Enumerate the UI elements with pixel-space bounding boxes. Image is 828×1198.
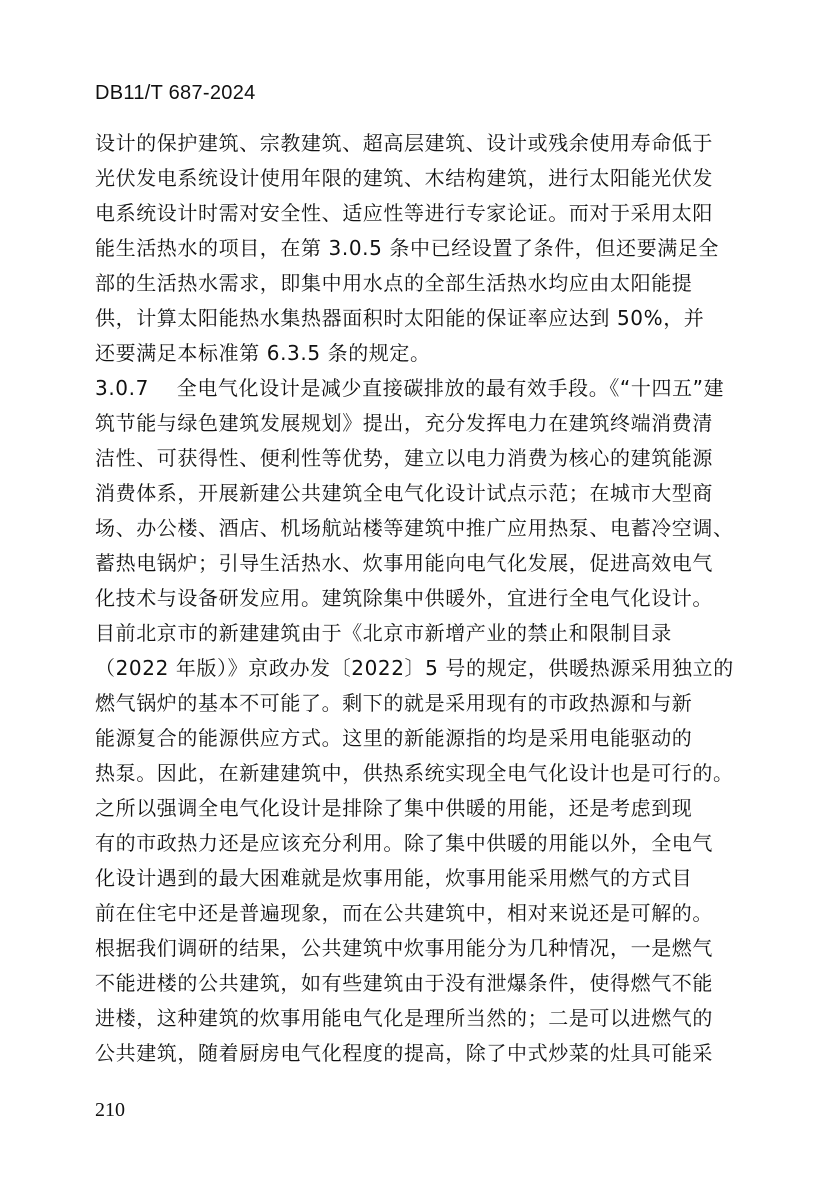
text-line: 光伏发电系统设计使用年限的建筑、木结构建筑，进行太阳能光伏发 — [95, 166, 713, 190]
text-line: 热泵。因此，在新建建筑中，供热系统实现全电气化设计也是可行的。 — [95, 761, 734, 785]
text-line: （2022 年版）》京政办发〔2022〕5 号的规定，供暖热源采用独立的 — [95, 656, 734, 680]
text-line: 进楼，这种建筑的炊事用能电气化是理所当然的；二是可以进燃气的 — [95, 1006, 713, 1030]
text-line: 洁性、可获得性、便利性等优势，建立以电力消费为核心的建筑能源 — [95, 446, 713, 470]
text-line: 燃气锅炉的基本不可能了。剩下的就是采用现有的市政热源和与新 — [95, 691, 693, 715]
text-line: 场、办公楼、酒店、机场航站楼等建筑中推广应用热泵、电蓄冷空调、 — [95, 516, 734, 540]
text-line: 电系统设计时需对安全性、适应性等进行专家论证。而对于采用太阳 — [95, 201, 713, 225]
text-line: 设计的保护建筑、宗教建筑、超高层建筑、设计或残余使用寿命低于 — [95, 131, 713, 155]
text-line: 化技术与设备研发应用。建筑除集中供暖外，宜进行全电气化设计。 — [95, 586, 713, 610]
text-line: 目前北京市的新建建筑由于《北京市新增产业的禁止和限制目录 — [95, 621, 672, 645]
text-line: 还要满足本标准第 6.3.5 条的规定。 — [95, 341, 431, 365]
text-line: 能生活热水的项目，在第 3.0.5 条中已经设置了条件，但还要满足全 — [95, 236, 720, 260]
text-line: 公共建筑，随着厨房电气化程度的提高，除了中式炒菜的灶具可能采 — [95, 1041, 713, 1065]
document-code-header: DB11/T 687-2024 — [95, 82, 256, 104]
text-line: 之所以强调全电气化设计是排除了集中供暖的用能，还是考虑到现 — [95, 796, 693, 820]
text-line: 蓄热电锅炉；引导生活热水、炊事用能向电气化发展，促进高效电气 — [95, 551, 713, 575]
text-line: 根据我们调研的结果，公共建筑中炊事用能分为几种情况，一是燃气 — [95, 936, 713, 960]
text-line: 消费体系，开展新建公共建筑全电气化设计试点示范；在城市大型商 — [95, 481, 713, 505]
page-number: 210 — [95, 1099, 125, 1121]
text-line: 能源复合的能源供应方式。这里的新能源指的均是采用电能驱动的 — [95, 726, 693, 750]
clause-heading-line: 3.0.7 全电气化设计是减少直接碳排放的最有效手段。《“十四五”建 — [95, 376, 725, 400]
text-line: 不能进楼的公共建筑，如有些建筑由于没有泄爆条件，使得燃气不能 — [95, 971, 713, 995]
text-line: 筑节能与绿色建筑发展规划》提出，充分发挥电力在建筑终端消费清 — [95, 411, 713, 435]
text-line: 部的生活热水需求，即集中用水点的全部生活热水均应由太阳能提 — [95, 271, 693, 295]
text-line: 前在住宅中还是普遍现象，而在公共建筑中，相对来说还是可解的。 — [95, 901, 713, 925]
text-line: 有的市政热力还是应该充分利用。除了集中供暖的用能以外，全电气 — [95, 831, 713, 855]
body-text — [95, 126, 745, 1071]
text-line: 化设计遇到的最大困难就是炊事用能，炊事用能采用燃气的方式目 — [95, 866, 693, 890]
text-line: 供，计算太阳能热水集热器面积时太阳能的保证率应达到 50%，并 — [95, 306, 705, 330]
